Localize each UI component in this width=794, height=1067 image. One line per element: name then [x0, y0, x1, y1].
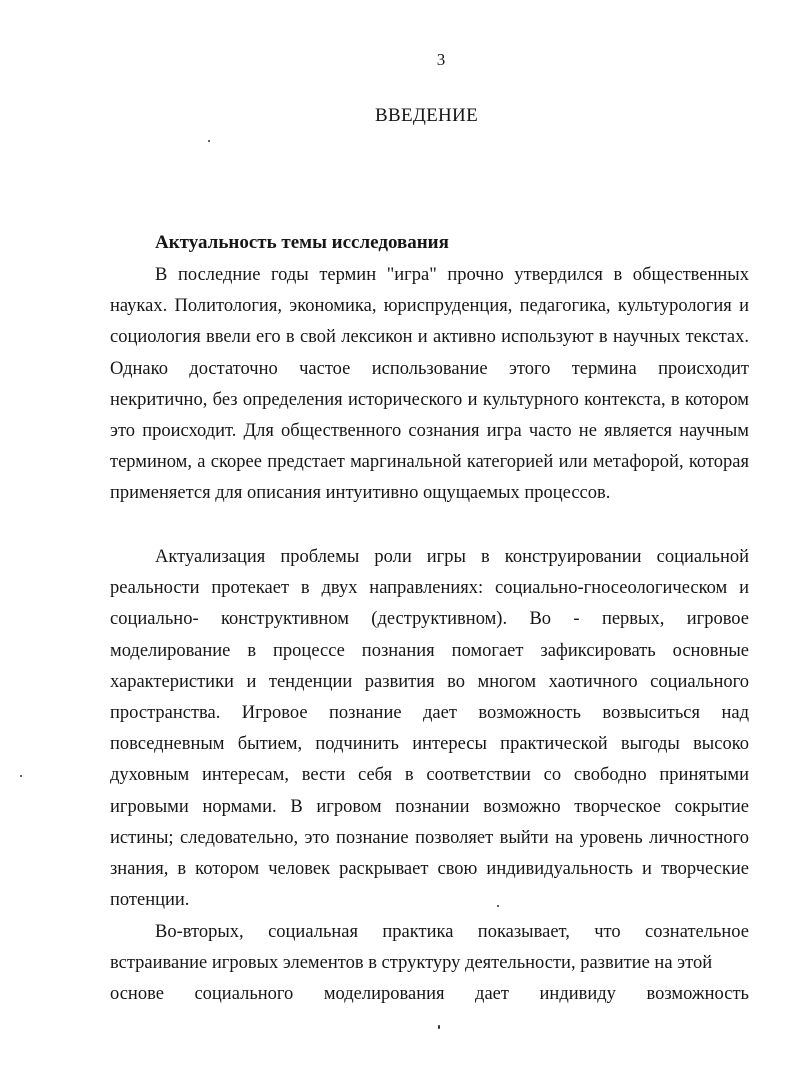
paragraph-social-practice-text: Во-вторых, социальная практика показывает, что сознательное встраивание игровых элементов в структуру деятельности, развитие на этой: [110, 922, 749, 974]
scan-speck: [497, 905, 499, 907]
paragraph-actualization: Актуализация проблемы роли игры в конструировании социальной реальности протекает в двух направлениях: социально-гносеологическом и социально- конструктивном (деструктивном). Во - первых, игровое моделирование в процессе познания помогает зафиксировать основные характеристики и тенденции развития во многом хаотичного социального пространства. Игровое познание дает возможность возвыситься над повседневным бытием, подчинить интересы практической выгоды высоко духовным интересам, вести себя в соответствии со свободно принятыми игровыми нормами. В игровом познании возможно творческое сокрытие истины; следовательно, это познание позволяет выйти на уровень личностного знания, в котором человек раскрывает свою индивидуальность и творческие потенции.: [110, 547, 749, 911]
page-number: 3: [436, 50, 446, 69]
section-title: Актуальность темы исследования: [155, 232, 449, 253]
scan-speck: [20, 775, 22, 777]
scan-speck: [438, 1025, 440, 1029]
page-title: ВВЕДЕНИЕ: [375, 105, 478, 126]
paragraph-social-practice-last-line: основе социального моделирования дает индивиду возможность: [110, 984, 749, 1005]
scan-speck: [208, 140, 210, 142]
paragraph-relevance: В последние годы термин "игра" прочно утвердился в общественных науках. Политология, экономика, юриспруденция, педагогика, культурология и социология ввели его в свой лексикон и активно используют в научных текстах. Однако достаточно частое использование этого термина происходит некритично, без определения исторического и культурного контекста, в котором это происходит. Для общественного сознания игра часто не является научным термином, а скорее предстает маргинальной категорией или метафорой, которая применяется для описания интуитивно ощущаемых процессов.: [110, 265, 749, 504]
paragraph-social-practice: [110, 917, 749, 1011]
